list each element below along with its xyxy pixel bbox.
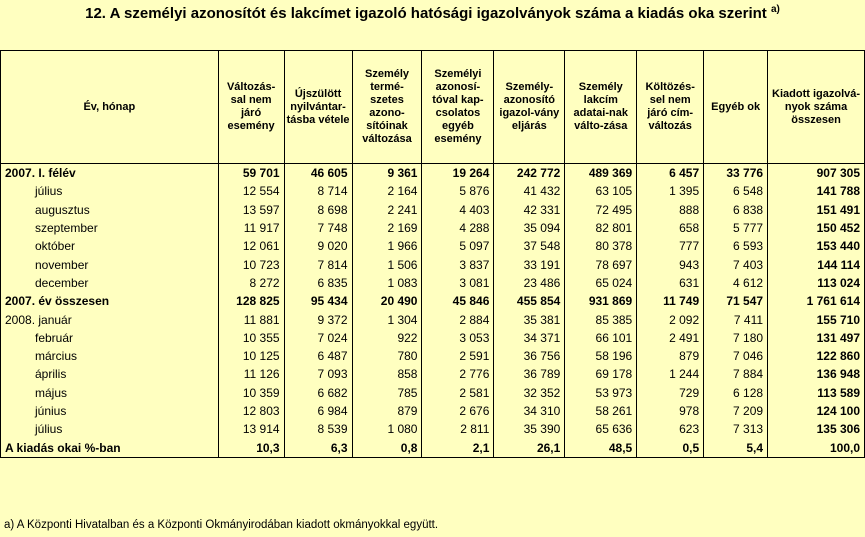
cell-value: 33 776	[704, 164, 768, 183]
header-other-reason: Egyéb ok	[704, 51, 768, 164]
cell-value: 6 682	[284, 384, 352, 402]
row-label: április	[1, 365, 219, 383]
header-natural-id-change: Személy termé-szetes azono-sítóinak változása	[352, 51, 422, 164]
cell-value: 59 701	[218, 164, 284, 183]
cell-value: 36 789	[494, 365, 565, 383]
row-label: július	[1, 182, 219, 200]
cell-value: 12 554	[218, 182, 284, 200]
table-row	[1, 237, 865, 255]
cell-value: 785	[352, 384, 422, 402]
cell-value: 41 432	[494, 182, 565, 200]
cell-value: 7 814	[284, 255, 352, 273]
cell-value: 34 371	[494, 329, 565, 347]
cell-value: 888	[637, 201, 704, 219]
cell-value: 6 593	[704, 237, 768, 255]
cell-value: 7 411	[704, 310, 768, 328]
cell-value: 922	[352, 329, 422, 347]
cell-value: 12 803	[218, 402, 284, 420]
cell-value: 4 612	[704, 274, 768, 292]
cell-value: 1 761 614	[768, 292, 865, 310]
cell-value: 1 506	[352, 255, 422, 273]
row-label: szeptember	[1, 219, 219, 237]
cell-value: 9 020	[284, 237, 352, 255]
cell-value: 879	[352, 402, 422, 420]
cell-value: 34 310	[494, 402, 565, 420]
cell-value: 7 403	[704, 255, 768, 273]
cell-value: 1 395	[637, 182, 704, 200]
cell-value: 2 092	[637, 310, 704, 328]
cell-value: 455 854	[494, 292, 565, 310]
cell-value: 122 860	[768, 347, 865, 365]
cell-value: 32 352	[494, 384, 565, 402]
cell-value: 6 548	[704, 182, 768, 200]
row-label: március	[1, 347, 219, 365]
cell-value: 11 749	[637, 292, 704, 310]
cell-value: 65 024	[565, 274, 637, 292]
cell-value: 1 304	[352, 310, 422, 328]
cell-value: 3 081	[422, 274, 494, 292]
cell-value: 150 452	[768, 219, 865, 237]
cell-value: 65 636	[565, 420, 637, 438]
table-row	[1, 255, 865, 273]
cell-value: 4 288	[422, 219, 494, 237]
cell-value: 7 313	[704, 420, 768, 438]
cell-value: 11 126	[218, 365, 284, 383]
row-label: november	[1, 255, 219, 273]
cell-value: 2 811	[422, 420, 494, 438]
cell-value: 858	[352, 365, 422, 383]
header-newborn-registration: Újszülött nyilvántar-tásba vétele	[284, 51, 352, 164]
cell-value: 12 061	[218, 237, 284, 255]
header-year-month: Év, hónap	[1, 51, 219, 164]
cell-value: 777	[637, 237, 704, 255]
cell-value: 631	[637, 274, 704, 292]
header-no-change-event: Változás-sal nem járó esemény	[218, 51, 284, 164]
cell-value: 931 869	[565, 292, 637, 310]
cell-value: 131 497	[768, 329, 865, 347]
cell-value: 6 835	[284, 274, 352, 292]
cell-value: 63 105	[565, 182, 637, 200]
cell-value: 71 547	[704, 292, 768, 310]
row-label: december	[1, 274, 219, 292]
cell-value: 10 125	[218, 347, 284, 365]
cell-value: 907 305	[768, 164, 865, 183]
cell-value: 1 080	[352, 420, 422, 438]
cell-value: 978	[637, 402, 704, 420]
cell-value: 7 209	[704, 402, 768, 420]
cell-value: 136 948	[768, 365, 865, 383]
table-title-text: 12. A személyi azonosítót és lakcímet igazoló hatósági igazolványok száma a kiadás oka szerint	[85, 5, 767, 22]
row-label: május	[1, 384, 219, 402]
cell-value: 2 581	[422, 384, 494, 402]
cell-value: 7 024	[284, 329, 352, 347]
table-row	[1, 402, 865, 420]
cell-value: 69 178	[565, 365, 637, 383]
cell-value: 943	[637, 255, 704, 273]
cell-value: 10 359	[218, 384, 284, 402]
cell-value: 4 403	[422, 201, 494, 219]
cell-value: 6 838	[704, 201, 768, 219]
cell-value: 780	[352, 347, 422, 365]
cell-value: 80 378	[565, 237, 637, 255]
cell-value: 153 440	[768, 237, 865, 255]
cell-value: 46 605	[284, 164, 352, 183]
cell-value: 3 053	[422, 329, 494, 347]
table-title	[0, 0, 865, 50]
row-label: A kiadás okai %-ban	[1, 438, 219, 457]
cell-value: 13 597	[218, 201, 284, 219]
row-label: augusztus	[1, 201, 219, 219]
table-row	[1, 347, 865, 365]
cell-value: 151 491	[768, 201, 865, 219]
cell-value: 95 434	[284, 292, 352, 310]
cell-value: 37 548	[494, 237, 565, 255]
header-non-moving-address-change: Költözés-sel nem járó cím-változás	[637, 51, 704, 164]
cell-value: 0,8	[352, 438, 422, 457]
cell-value: 2 164	[352, 182, 422, 200]
cell-value: 6 487	[284, 347, 352, 365]
cell-value: 135 306	[768, 420, 865, 438]
row-label: 2008. január	[1, 310, 219, 328]
table-row	[1, 219, 865, 237]
cell-value: 8 539	[284, 420, 352, 438]
cell-value: 5 876	[422, 182, 494, 200]
cell-value: 58 196	[565, 347, 637, 365]
cell-value: 53 973	[565, 384, 637, 402]
cell-value: 489 369	[565, 164, 637, 183]
cell-value: 23 486	[494, 274, 565, 292]
cell-value: 144 114	[768, 255, 865, 273]
cell-value: 1 083	[352, 274, 422, 292]
cell-value: 3 837	[422, 255, 494, 273]
cell-value: 11 881	[218, 310, 284, 328]
row-label: június	[1, 402, 219, 420]
table-row	[1, 164, 865, 183]
cell-value: 7 180	[704, 329, 768, 347]
cell-value: 155 710	[768, 310, 865, 328]
cell-value: 19 264	[422, 164, 494, 183]
cell-value: 8 714	[284, 182, 352, 200]
cell-value: 1 244	[637, 365, 704, 383]
cell-value: 5 777	[704, 219, 768, 237]
row-label: július	[1, 420, 219, 438]
table-row	[1, 365, 865, 383]
cell-value: 5 097	[422, 237, 494, 255]
cell-value: 2 591	[422, 347, 494, 365]
cell-value: 20 490	[352, 292, 422, 310]
cell-value: 35 381	[494, 310, 565, 328]
cell-value: 13 914	[218, 420, 284, 438]
cell-value: 113 589	[768, 384, 865, 402]
cell-value: 35 390	[494, 420, 565, 438]
cell-value: 2 776	[422, 365, 494, 383]
cell-value: 2 884	[422, 310, 494, 328]
cell-value: 242 772	[494, 164, 565, 183]
cell-value: 124 100	[768, 402, 865, 420]
cell-value: 10 723	[218, 255, 284, 273]
footnote: a) A Központi Hivatalban és a Központi Okmányirodában kiadott okmányokkal együtt.	[4, 519, 439, 531]
cell-value: 7 748	[284, 219, 352, 237]
cell-value: 85 385	[565, 310, 637, 328]
cell-value: 36 756	[494, 347, 565, 365]
table-row	[1, 329, 865, 347]
cell-value: 10 355	[218, 329, 284, 347]
header-address-change: Személy lakcím adatai-nak válto-zása	[565, 51, 637, 164]
cell-value: 128 825	[218, 292, 284, 310]
cell-value: 42 331	[494, 201, 565, 219]
cell-value: 33 191	[494, 255, 565, 273]
cell-value: 2 241	[352, 201, 422, 219]
header-other-id-event: Személyi azonosí-tóval kap-csolatos egyéb esemény	[422, 51, 494, 164]
table-row	[1, 384, 865, 402]
table-row	[1, 201, 865, 219]
header-id-card-procedure: Személy-azonosító igazol-vány eljárás	[494, 51, 565, 164]
cell-value: 7 884	[704, 365, 768, 383]
cell-value: 113 024	[768, 274, 865, 292]
cell-value: 72 495	[565, 201, 637, 219]
title-footnote-marker: a)	[770, 4, 780, 15]
cell-value: 26,1	[494, 438, 565, 457]
table-row	[1, 438, 865, 457]
table-row	[1, 420, 865, 438]
cell-value: 0,5	[637, 438, 704, 457]
cell-value: 141 788	[768, 182, 865, 200]
table-row	[1, 274, 865, 292]
header-row	[1, 51, 865, 164]
row-label: 2007. I. félév	[1, 164, 219, 183]
cell-value: 100,0	[768, 438, 865, 457]
cell-value: 48,5	[565, 438, 637, 457]
cell-value: 2 491	[637, 329, 704, 347]
cell-value: 6 457	[637, 164, 704, 183]
cell-value: 879	[637, 347, 704, 365]
row-label: október	[1, 237, 219, 255]
cell-value: 45 846	[422, 292, 494, 310]
table-row	[1, 182, 865, 200]
cell-value: 623	[637, 420, 704, 438]
row-label: 2007. év összesen	[1, 292, 219, 310]
cell-value: 729	[637, 384, 704, 402]
cell-value: 6 984	[284, 402, 352, 420]
table-row	[1, 292, 865, 310]
cell-value: 658	[637, 219, 704, 237]
cell-value: 2 169	[352, 219, 422, 237]
cell-value: 2 676	[422, 402, 494, 420]
cell-value: 5,4	[704, 438, 768, 457]
cell-value: 82 801	[565, 219, 637, 237]
header-total-issued: Kiadott igazolvá-nyok száma összesen	[768, 51, 865, 164]
row-label: február	[1, 329, 219, 347]
cell-value: 66 101	[565, 329, 637, 347]
cell-value: 78 697	[565, 255, 637, 273]
cell-value: 58 261	[565, 402, 637, 420]
table-row	[1, 310, 865, 328]
cell-value: 8 698	[284, 201, 352, 219]
cell-value: 7 093	[284, 365, 352, 383]
cell-value: 9 361	[352, 164, 422, 183]
cell-value: 9 372	[284, 310, 352, 328]
cell-value: 35 094	[494, 219, 565, 237]
cell-value: 2,1	[422, 438, 494, 457]
data-table	[0, 50, 865, 458]
cell-value: 8 272	[218, 274, 284, 292]
cell-value: 1 966	[352, 237, 422, 255]
cell-value: 11 917	[218, 219, 284, 237]
cell-value: 6,3	[284, 438, 352, 457]
cell-value: 7 046	[704, 347, 768, 365]
cell-value: 6 128	[704, 384, 768, 402]
cell-value: 10,3	[218, 438, 284, 457]
